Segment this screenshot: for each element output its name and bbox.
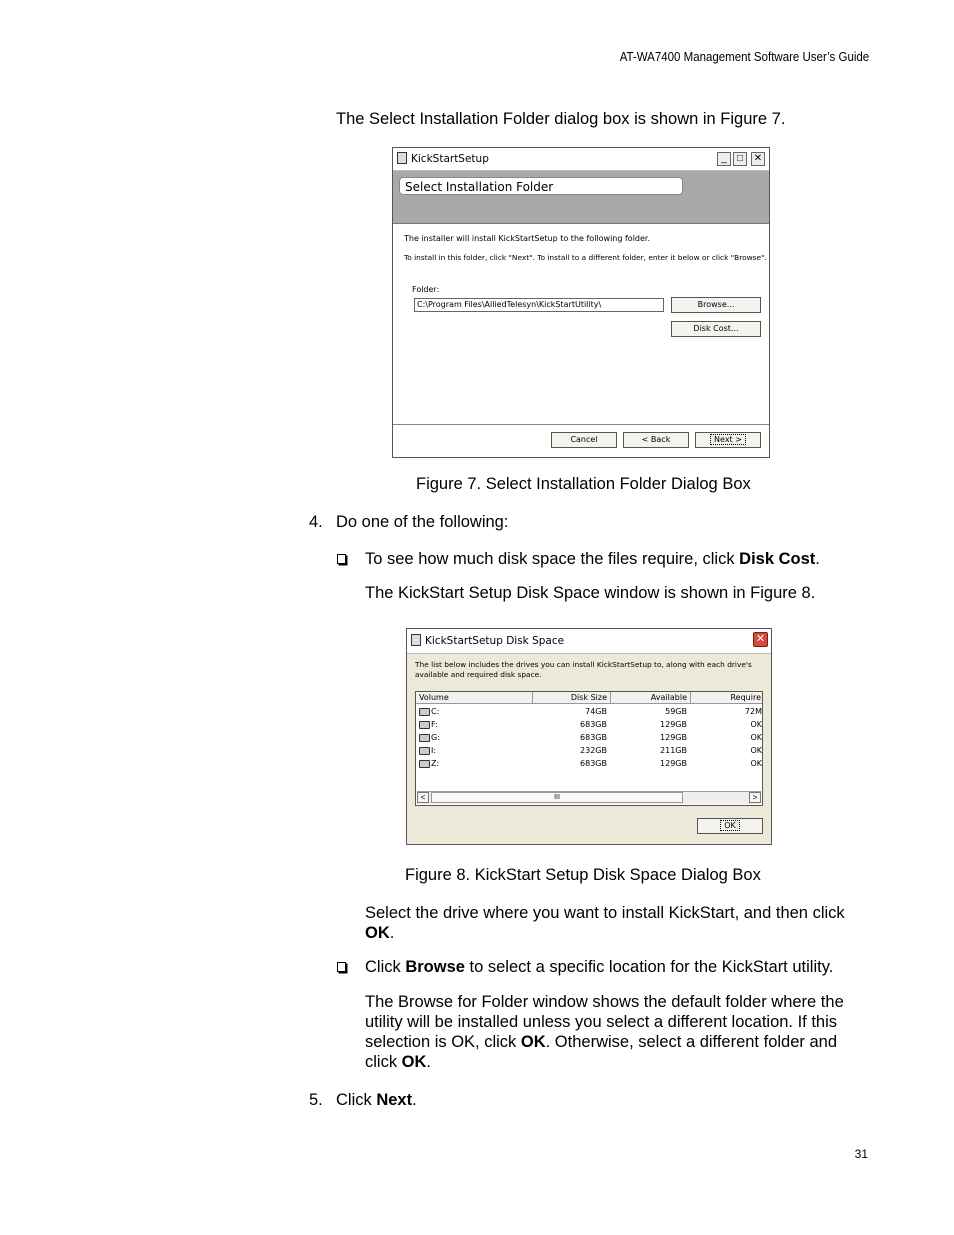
required-cell: 72M — [744, 707, 762, 716]
minimize-button[interactable]: _ — [717, 152, 731, 166]
title-bar — [393, 148, 769, 171]
cancel-button[interactable]: Cancel — [551, 432, 617, 448]
scroll-thumb[interactable]: III — [431, 792, 683, 803]
network-drive-icon — [419, 734, 430, 742]
network-drive-icon — [419, 760, 430, 768]
required-cell: OK — [750, 720, 762, 729]
dialog-body — [393, 224, 769, 457]
ok-button[interactable] — [697, 818, 763, 834]
browse-button[interactable]: Browse... — [671, 297, 761, 313]
disk-size-cell: 74GB — [585, 707, 607, 716]
volume-cell: I: — [431, 746, 437, 755]
next-button[interactable] — [695, 432, 761, 448]
ok-button-label: OK — [721, 821, 739, 830]
bullet2-text: Click Browse to select a specific location for the KickStart utility. — [365, 958, 834, 976]
disk-size-cell: 683GB — [580, 733, 607, 742]
installer-icon — [397, 152, 407, 164]
description-line2: available and required disk space. — [415, 670, 542, 679]
back-button[interactable]: < Back — [623, 432, 689, 448]
table-row[interactable] — [416, 705, 762, 718]
step5-text: Click Next. — [336, 1091, 417, 1109]
folder-label: Folder: — [412, 285, 440, 294]
bullet-checkbox-icon — [337, 962, 346, 972]
page-number: 31 — [854, 1147, 868, 1161]
column-header-volume[interactable]: Volume — [416, 692, 533, 704]
hard-drive-icon — [419, 708, 430, 716]
step5-number: 5. — [309, 1091, 323, 1109]
close-button[interactable]: ✕ — [753, 632, 768, 647]
install-instructions-text: To install in this folder, click "Next". To install to a different folder, enter it below or click "Browse". — [404, 253, 767, 262]
next-button-label: Next > — [711, 435, 745, 444]
disk-cost-button[interactable]: Disk Cost... — [671, 321, 761, 337]
maximize-button[interactable]: □ — [733, 152, 747, 166]
folder-input[interactable]: C:\Program Files\AlliedTelesyn\KickStartUtility\ — [414, 298, 664, 312]
available-cell: 129GB — [660, 733, 687, 742]
volume-cell: Z: — [431, 759, 440, 768]
banner-title: Select Installation Folder — [399, 177, 683, 195]
table-row[interactable] — [416, 718, 762, 731]
title-bar — [407, 629, 771, 654]
available-cell: 211GB — [660, 746, 687, 755]
browse-description: The Browse for Folder window shows the default folder where the utility will be installed unless you select a different location. If this selection is OK, click OK. Otherwise, select a different folder and click OK. — [365, 993, 844, 1071]
select-drive-text: Select the drive where you want to install KickStart, and then click OK. — [365, 904, 845, 942]
step4-number: 4. — [309, 513, 323, 531]
volume-cell: C: — [431, 707, 440, 716]
disk-size-cell: 683GB — [580, 759, 607, 768]
installer-icon — [411, 634, 421, 646]
network-drive-icon — [419, 721, 430, 729]
network-drive-icon — [419, 747, 430, 755]
close-button[interactable]: ✕ — [751, 152, 765, 166]
column-header-required[interactable]: Require — [691, 692, 763, 704]
disk-space-dialog — [406, 628, 772, 845]
volume-cell: F: — [431, 720, 438, 729]
scroll-right-icon[interactable]: > — [749, 792, 761, 803]
volume-cell: G: — [431, 733, 440, 742]
available-cell: 129GB — [660, 759, 687, 768]
required-cell: OK — [750, 746, 762, 755]
figure7-caption: Figure 7. Select Installation Folder Dialog Box — [416, 475, 751, 493]
select-installation-folder-dialog — [392, 147, 770, 458]
available-cell: 129GB — [660, 720, 687, 729]
column-header-disk-size[interactable]: Disk Size — [533, 692, 611, 704]
horizontal-scrollbar[interactable] — [417, 791, 761, 804]
figure8-intro: The KickStart Setup Disk Space window is shown in Figure 8. — [365, 584, 816, 602]
figure8-caption: Figure 8. KickStart Setup Disk Space Dialog Box — [405, 866, 761, 884]
window-title: KickStartSetup Disk Space — [425, 635, 565, 647]
bullet-checkbox-icon — [337, 554, 346, 564]
required-cell: OK — [750, 759, 762, 768]
install-info-text: The installer will install KickStartSetup to the following folder. — [404, 234, 651, 243]
available-cell: 59GB — [665, 707, 687, 716]
step4-text: Do one of the following: — [336, 513, 509, 531]
footer-divider — [393, 424, 769, 425]
column-header-available[interactable]: Available — [611, 692, 691, 704]
table-row[interactable] — [416, 744, 762, 757]
bullet1-text: To see how much disk space the files require, click Disk Cost. — [365, 550, 820, 568]
description-line1: The list below includes the drives you can install KickStartSetup to, along with each drive's — [415, 660, 752, 669]
required-cell: OK — [750, 733, 762, 742]
table-row[interactable] — [416, 731, 762, 744]
volume-list[interactable] — [415, 691, 763, 806]
disk-size-cell: 232GB — [580, 746, 607, 755]
scroll-left-icon[interactable]: < — [417, 792, 429, 803]
banner — [393, 171, 769, 224]
window-title: KickStartSetup — [411, 153, 489, 165]
disk-size-cell: 683GB — [580, 720, 607, 729]
intro-text: The Select Installation Folder dialog box is shown in Figure 7. — [336, 110, 786, 128]
table-row[interactable] — [416, 757, 762, 770]
running-header: AT-WA7400 Management Software User’s Guide — [619, 50, 869, 64]
